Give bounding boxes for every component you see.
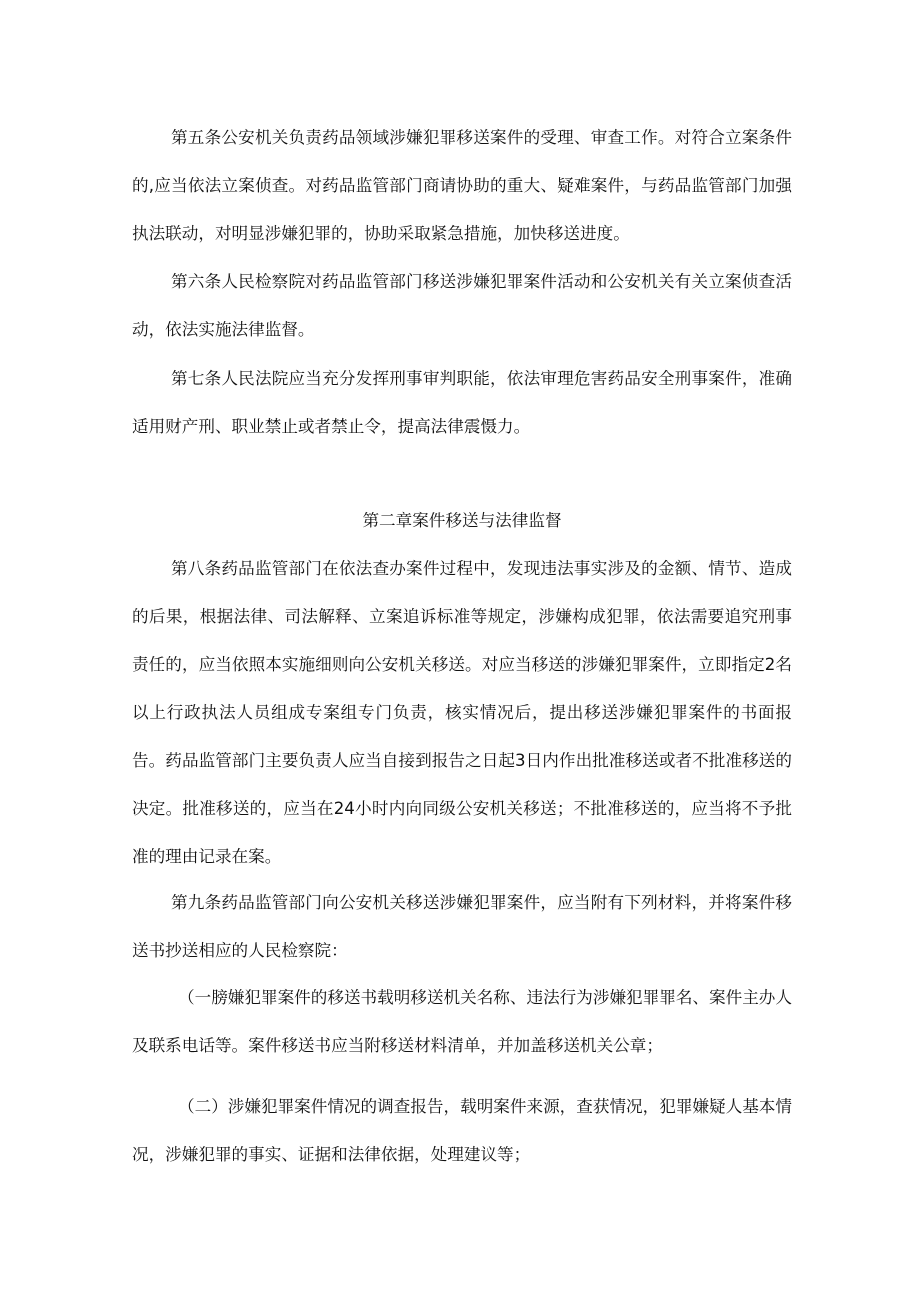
chapter-2-heading: 第二章案件移送与法律监督 xyxy=(362,511,562,530)
article-7-paragraph: 第七条人民法院应当充分发挥刑事审判职能，依法审理危害药品安全刑事案件，准确适用财产刑、职业禁止或者禁止令，提高法律震慑力。 xyxy=(132,369,792,436)
article-9-paragraph: 第九条药品监管部门向公安机关移送涉嫌犯罪案件，应当附有下列材料，并将案件移送书抄送相应的人民检察院： xyxy=(132,893,792,960)
list-item-1: （一膀嫌犯罪案件的移送书载明移送机关名称、违法行为涉嫌犯罪罪名、案件主办人及联系电话等。案件移送书应当附移送材料清单，并加盖移送机关公章； xyxy=(132,988,792,1055)
article-6-paragraph: 第六条人民检察院对药品监管部门移送涉嫌犯罪案件活动和公安机关有关立案侦查活动，依法实施法律监督。 xyxy=(132,272,792,339)
article-5-paragraph: 第五条公安机关负责药品领域涉嫌犯罪移送案件的受理、审查工作。对符合立案条件的,应当依法立案侦查。对药品监管部门商请协助的重大、疑难案件，与药品监管部门加强执法联动，对明显涉嫌犯罪的，协助采取紧急措施，加快移送进度。 xyxy=(132,128,792,243)
article-8-paragraph: 第八条药品监管部门在依法查办案件过程中，发现违法事实涉及的金额、情节、造成的后果，根据法律、司法解释、立案追诉标准等规定，涉嫌构成犯罪，依法需要追究刑事责任的，应当依照本实施细则向公安机关移送。对应当移送的涉嫌犯罪案件，立即指定2名以上行政执法人员组成专案组专门负责，核实情况后，提出移送涉嫌犯罪案件的书面报告。药品监管部门主要负责人应当自接到报告之日起3日内作出批准移送或者不批准移送的决定。批准移送的，应当在24小时内向同级公安机关移送；不批准移送的，应当将不予批准的理由记录在案。 xyxy=(132,559,792,866)
list-item-2: （二）涉嫌犯罪案件情况的调查报告，载明案件来源，查获情况，犯罪嫌疑人基本情况，涉嫌犯罪的事实、证据和法律依据，处理建议等； xyxy=(132,1097,792,1164)
